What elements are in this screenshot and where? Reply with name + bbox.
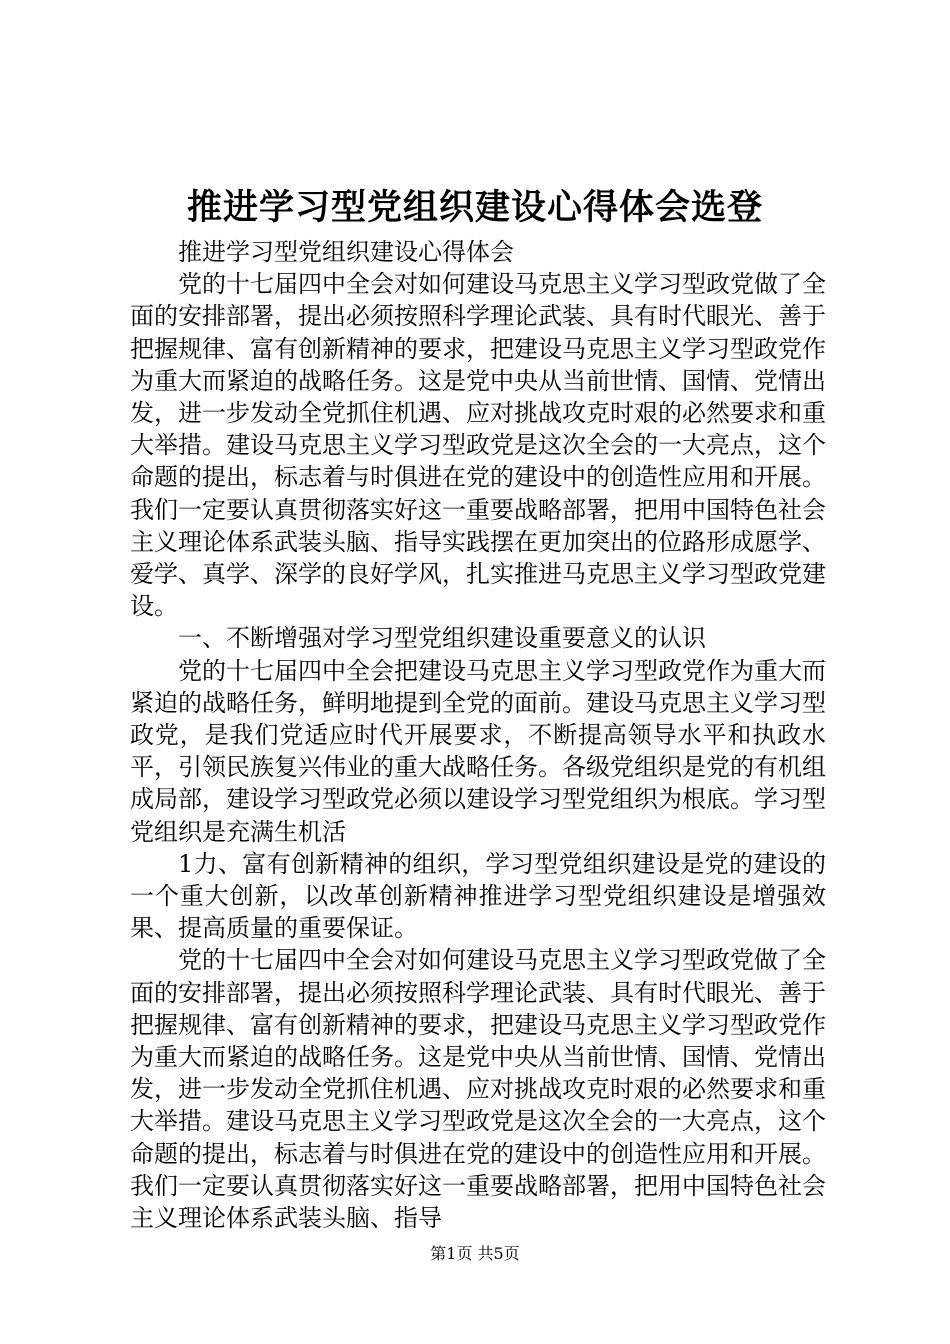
section-heading: 一、不断增强对学习型党组织建设重要意义的认识 [178,624,706,653]
paragraph: 党的十七届四中全会对如何建设马克思主义学习型政党做了全面的安排部署，提出必须按照科学理论武装、具有时代眼光、善于把握规律、富有创新精神的要求，把建设马克思主义学习型政党作为重大而紧迫的战略任务。这是党中央从当前世情、国情、党情出发，进一步发动全党抓住机遇、应对挑战攻克时艰的必然要求和重大举措。建设马克思主义学习型政党是这次全会的一大亮点，这个命题的提出，标志着与时俱进在党的建设中的创造性应用和开展。我们一定要认真贯彻落实好这一重要战略部署，把用中国特色社会主义理论体系武装头脑、指导实践摆在更加突出的位路形成愿学、爱学、真学、深学的良好学风，扎实推进马克思主义学习型政党建设。 [130,270,826,621]
paragraph: 党的十七届四中全会对如何建设马克思主义学习型政党做了全面的安排部署，提出必须按照科学理论武装、具有时代眼光、善于把握规律、富有创新精神的要求，把建设马克思主义学习型政党作为重大而紧迫的战略任务。这是党中央从当前世情、国情、党情出发，进一步发动全党抓住机遇、应对挑战攻克时艰的必然要求和重大举措。建设马克思主义学习型政党是这次全会的一大亮点，这个命题的提出，标志着与时俱进在党的建设中的创造性应用和开展。我们一定要认真贯彻落实好这一重要战略部署，把用中国特色社会主义理论体系武装头脑、指导 [130,946,826,1233]
paragraph: 1力、富有创新精神的组织，学习型党组织建设是党的建设的一个重大创新，以改革创新精神推进学习型党组织建设是增强效果、提高质量的重要保证。 [130,849,826,943]
document-body [130,236,826,1234]
document-title: 推进学习型党组织建设心得体会选登 [186,187,763,228]
paragraph-subtitle: 推进学习型党组织建设心得体会 [178,238,514,266]
paragraph: 党的十七届四中全会把建设马克思主义学习型政党作为重大而紧迫的战略任务，鲜明地提到全党的面前。建设马克思主义学习型政党，是我们党适应时代开展要求，不断提高领导水平和执政水平，引领民族复兴伟业的重大战略任务。各级党组织是党的有机组成局部，建设学习型政党必须以建设学习型党组织为根底。学习型党组织是充满生机活 [130,656,826,846]
page-footer: 第1页 共5页 [430,1244,520,1263]
